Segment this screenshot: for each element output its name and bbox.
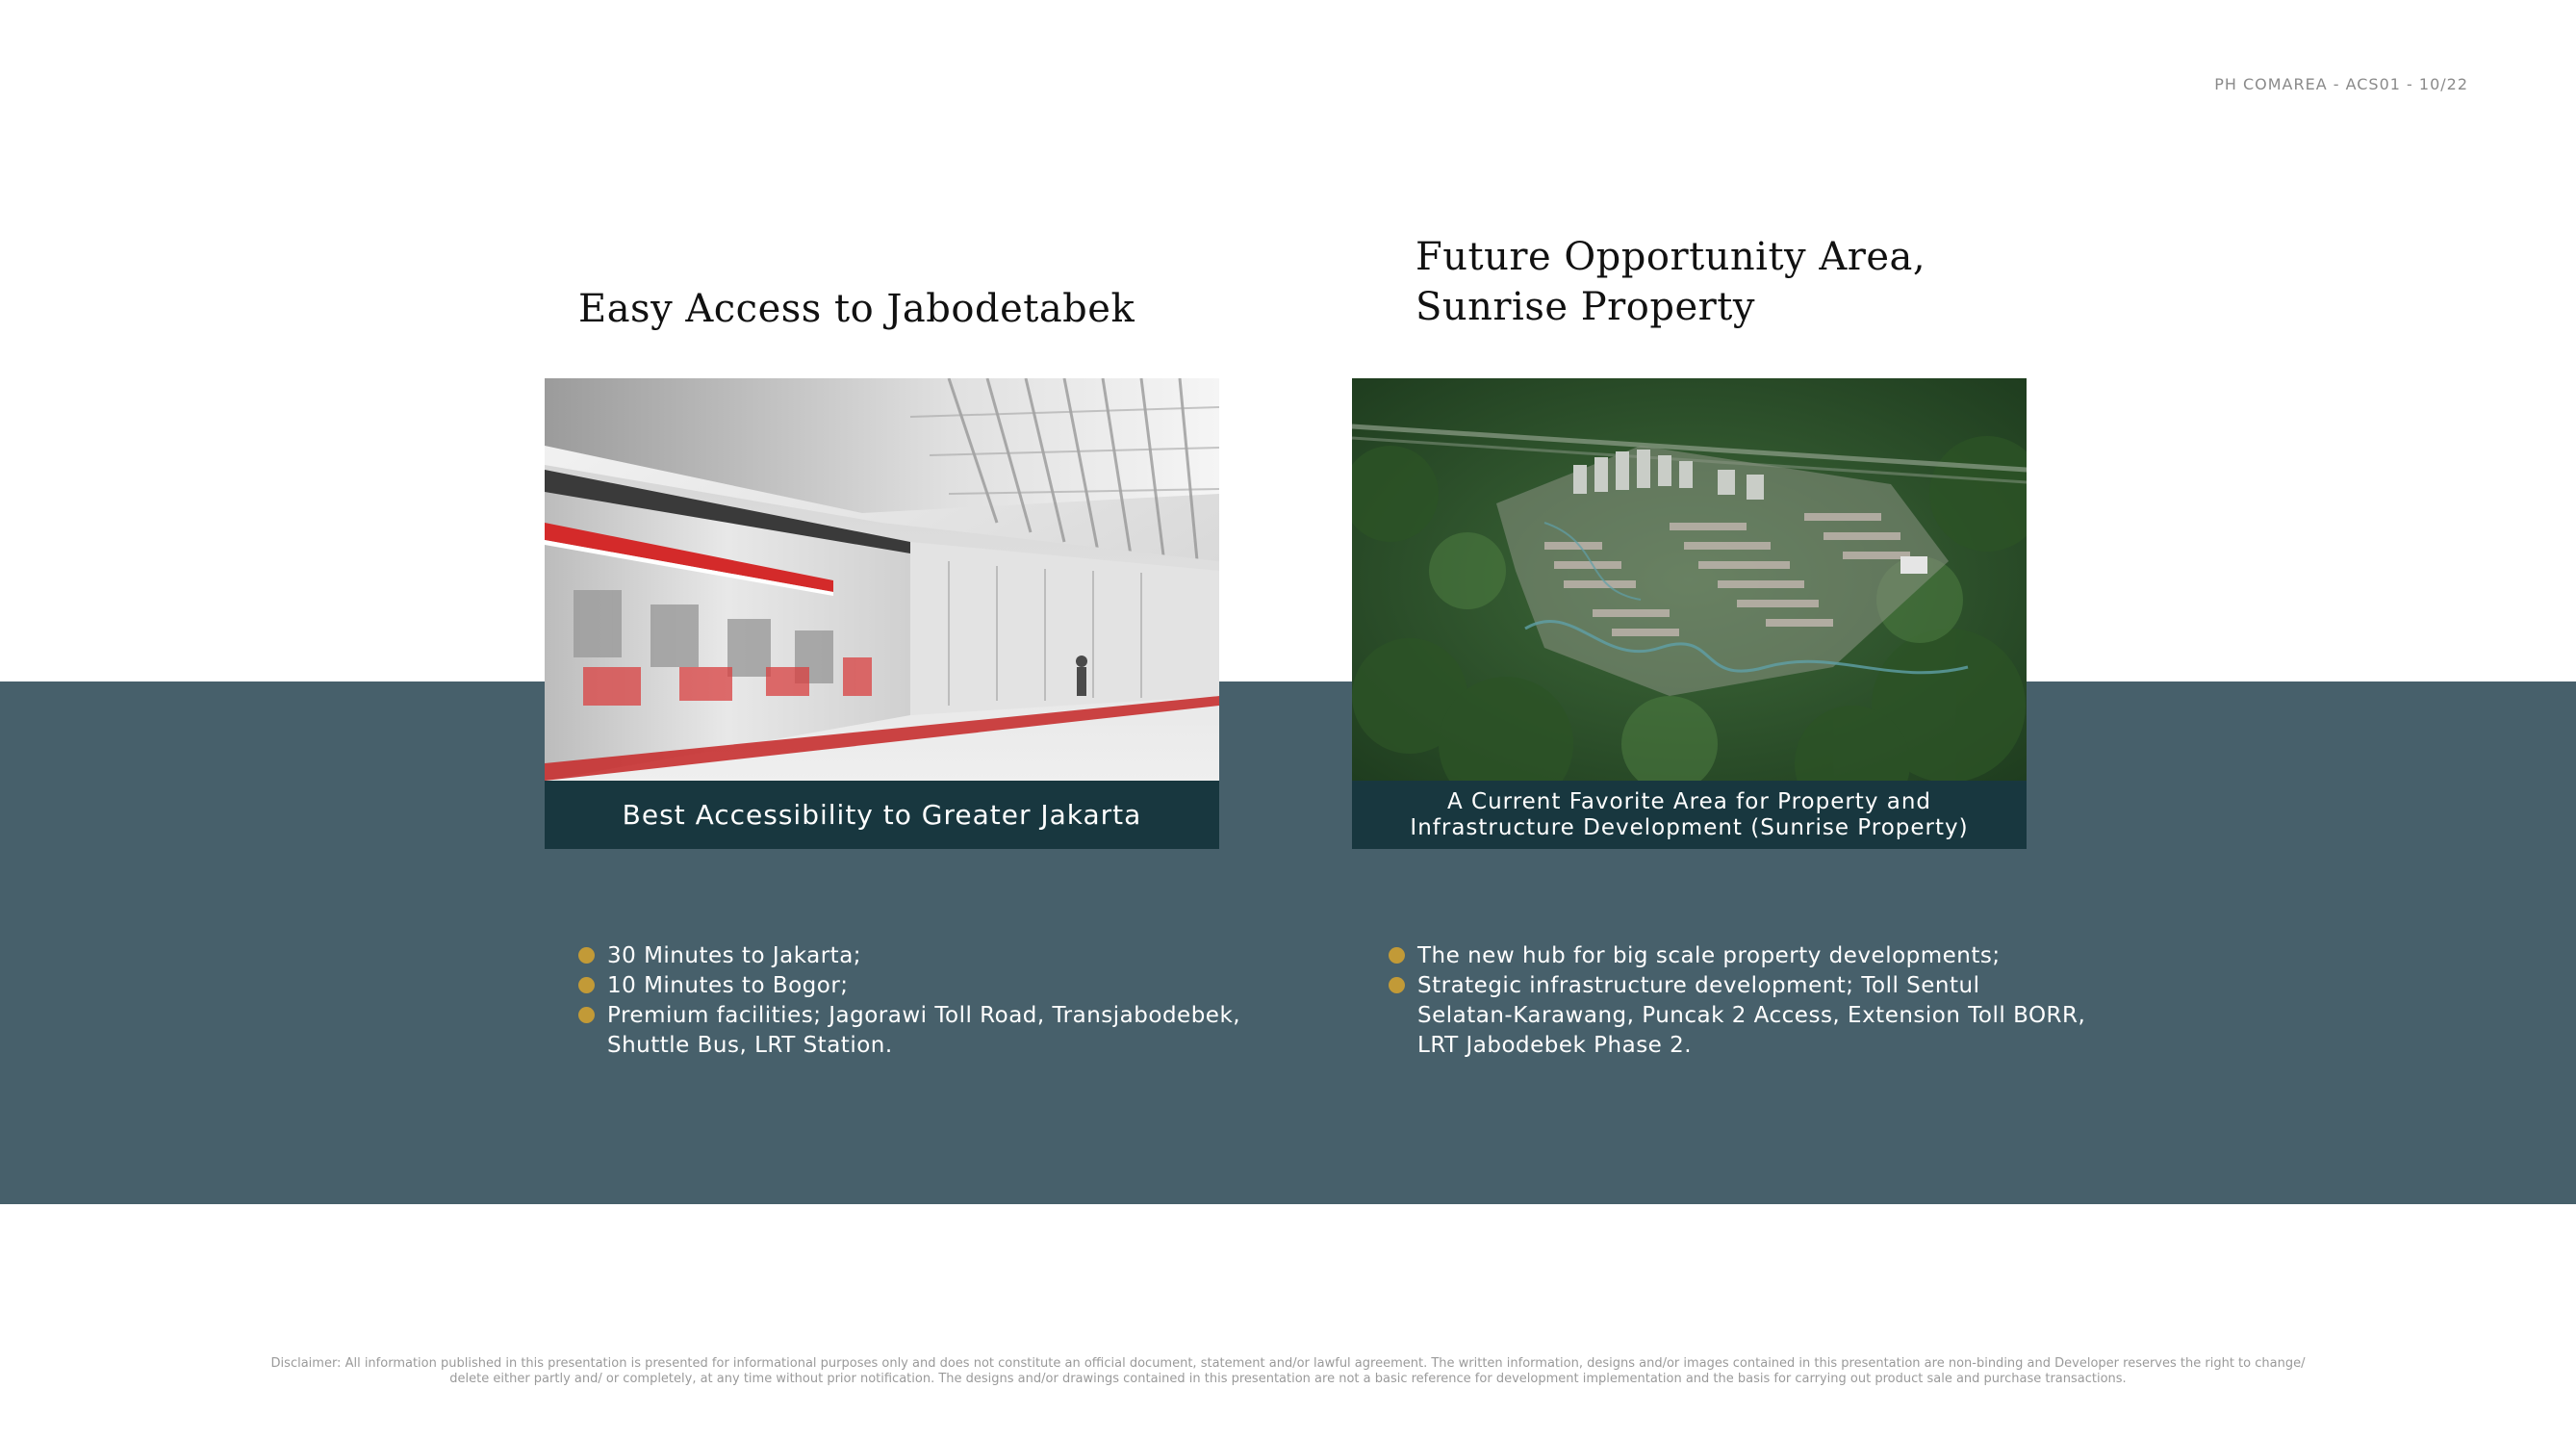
disclaimer-line: Disclaimer: All information published in this presentation is presented for informational purposes only and does not constitute an official document, statement and/or lawful agreement. The written information, designs and/or images contained in this presentation are non-binding and Developer reserves the right to change/ <box>270 1356 2306 1371</box>
heading-line: Future Opportunity Area, <box>1416 235 1926 279</box>
heading-easy-access: Easy Access to Jabodetabek <box>578 287 1135 331</box>
list-item <box>1389 971 2120 1061</box>
bullet-text: 30 Minutes to Jakarta; <box>607 943 862 968</box>
card-accessibility <box>545 378 1219 849</box>
caption-accessibility: Best Accessibility to Greater Jakarta <box>622 799 1142 831</box>
train-station-photo <box>545 378 1219 781</box>
disclaimer-line: delete either partly and/ or completely, at any time without prior notification. The designs and/or drawings contained in this presentation are not a basic reference for development implementation and the basis for carrying out product sale and purchase transactions. <box>449 1372 2127 1386</box>
page-number: PH COMAREA - ACS01 - 10/22 <box>2214 75 2468 93</box>
bullet-dot <box>578 977 595 993</box>
bullet-text: 10 Minutes to Bogor; <box>607 973 849 998</box>
bullet-dot <box>578 947 595 964</box>
bullet-dot <box>1389 977 1405 993</box>
bullet-dot <box>578 1007 595 1023</box>
list-item <box>578 1001 1271 1061</box>
bullet-text: Shuttle Bus, LRT Station. <box>607 1033 893 1058</box>
bullet-text: Premium facilities; Jagorawi Toll Road, Transjabodebek, <box>607 1003 1241 1028</box>
bullet-text: Strategic infrastructure development; Toll Sentul <box>1417 973 1980 998</box>
heading-future-opportunity <box>1416 232 1926 332</box>
bullet-text: LRT Jabodebek Phase 2. <box>1417 1033 1693 1058</box>
list-item <box>578 971 1271 1001</box>
list-item <box>1389 941 2120 971</box>
opportunity-bullet-list <box>1389 941 2120 1061</box>
caption-line: Infrastructure Development (Sunrise Property) <box>1410 814 1969 840</box>
disclaimer <box>154 1356 2422 1387</box>
caption-line: A Current Favorite Area for Property and <box>1446 788 1932 814</box>
background-band <box>0 681 2576 1204</box>
card-sunrise-property <box>1352 378 2027 849</box>
list-item <box>578 941 1271 971</box>
bullet-dot <box>1389 947 1405 964</box>
caption-sunrise-property <box>1352 781 2027 849</box>
bullet-text: The new hub for big scale property developments; <box>1417 943 2001 968</box>
aerial-township-photo <box>1352 378 2027 781</box>
heading-line: Sunrise Property <box>1416 285 1755 329</box>
access-bullet-list <box>578 941 1271 1061</box>
bullet-text: Selatan-Karawang, Puncak 2 Access, Extension Toll BORR, <box>1417 1003 2086 1028</box>
